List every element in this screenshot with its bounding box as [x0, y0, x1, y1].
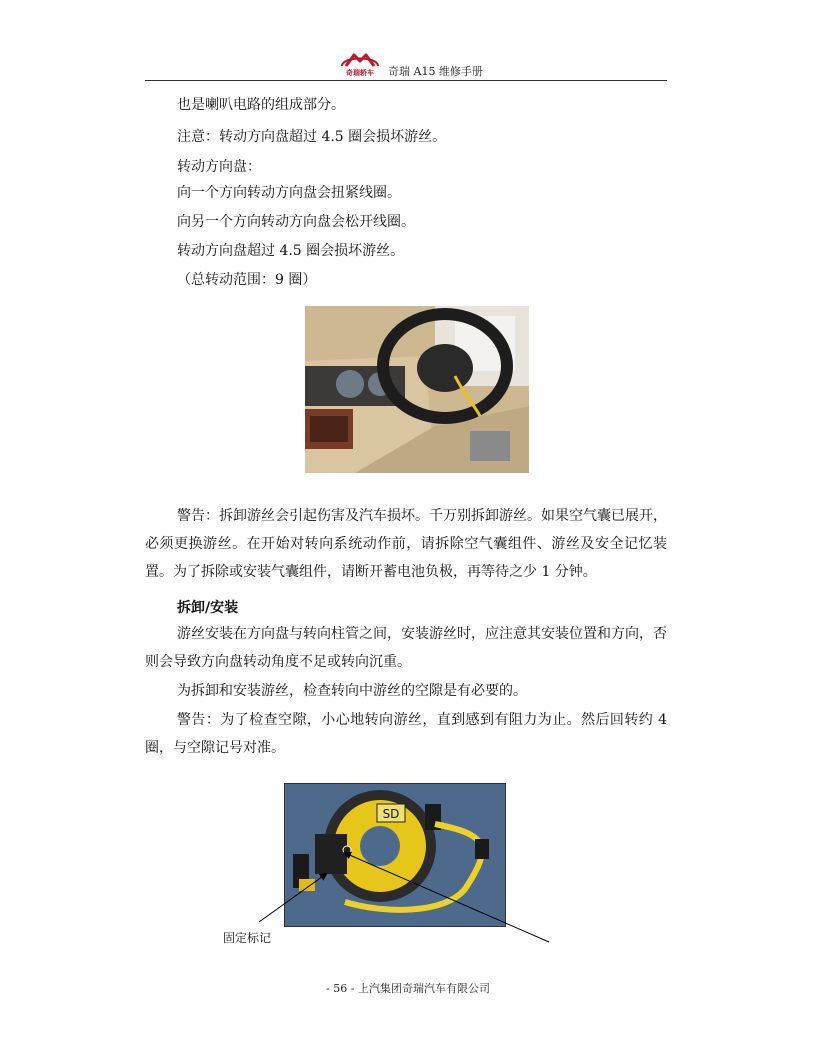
- callout-arrow-left: [259, 874, 326, 922]
- page-footer: - 56 - 上汽集团奇瑞汽车有限公司: [326, 982, 490, 995]
- warning-paragraph: 警告：拆卸游丝会引起伤害及汽车损坏。千万别拆卸游丝。如果空气囊已展开，必须更换游丝。在开始对转向系统动作前，请拆除空气囊组件、游丝及安全记忆装置。为了拆除或安装气囊组件，请断开蓄电池负极，再等待之少 1 分钟。: [145, 508, 667, 580]
- text-line: 向另一个方向转动方向盘会松开线圈。: [177, 214, 415, 230]
- clearance-paragraph: 为拆卸和安装游丝，检查转向中游丝的空隙是有必要的。: [177, 683, 527, 699]
- logo-text: 奇瑞轿车: [346, 69, 374, 77]
- text-line: 注意：转动方向盘超过 4.5 圈会损坏游丝。: [177, 129, 447, 145]
- text-line: 转动方向盘：: [177, 159, 261, 175]
- text-line: 向一个方向转动方向盘会扭紧线圈。: [177, 185, 401, 201]
- header-title: 奇瑞 A15 维修手册: [388, 65, 483, 78]
- section-heading: 拆卸/安装: [177, 600, 239, 616]
- text-line: （总转动范围：9 圈）: [177, 272, 317, 288]
- text-line: 也是喇叭电路的组成部分。: [177, 97, 345, 113]
- fixed-mark-label: 固定标记: [223, 931, 272, 945]
- installation-paragraph: 游丝安装在方向盘与转向柱管之间，安装游丝时，应注意其安装位置和方向，否则会导致方向盘转动角度不足或转向沉重。: [145, 626, 667, 670]
- warning2-paragraph: 警告：为了检查空隙，小心地转向游丝，直到感到有阻力为止。然后回转约 4 圈，与空隙记号对准。: [145, 712, 667, 756]
- callout-arrow-right: [345, 853, 549, 942]
- text-line: 转动方向盘超过 4.5 圈会损坏游丝。: [177, 243, 405, 259]
- sd-sticker-text: SD: [382, 807, 400, 821]
